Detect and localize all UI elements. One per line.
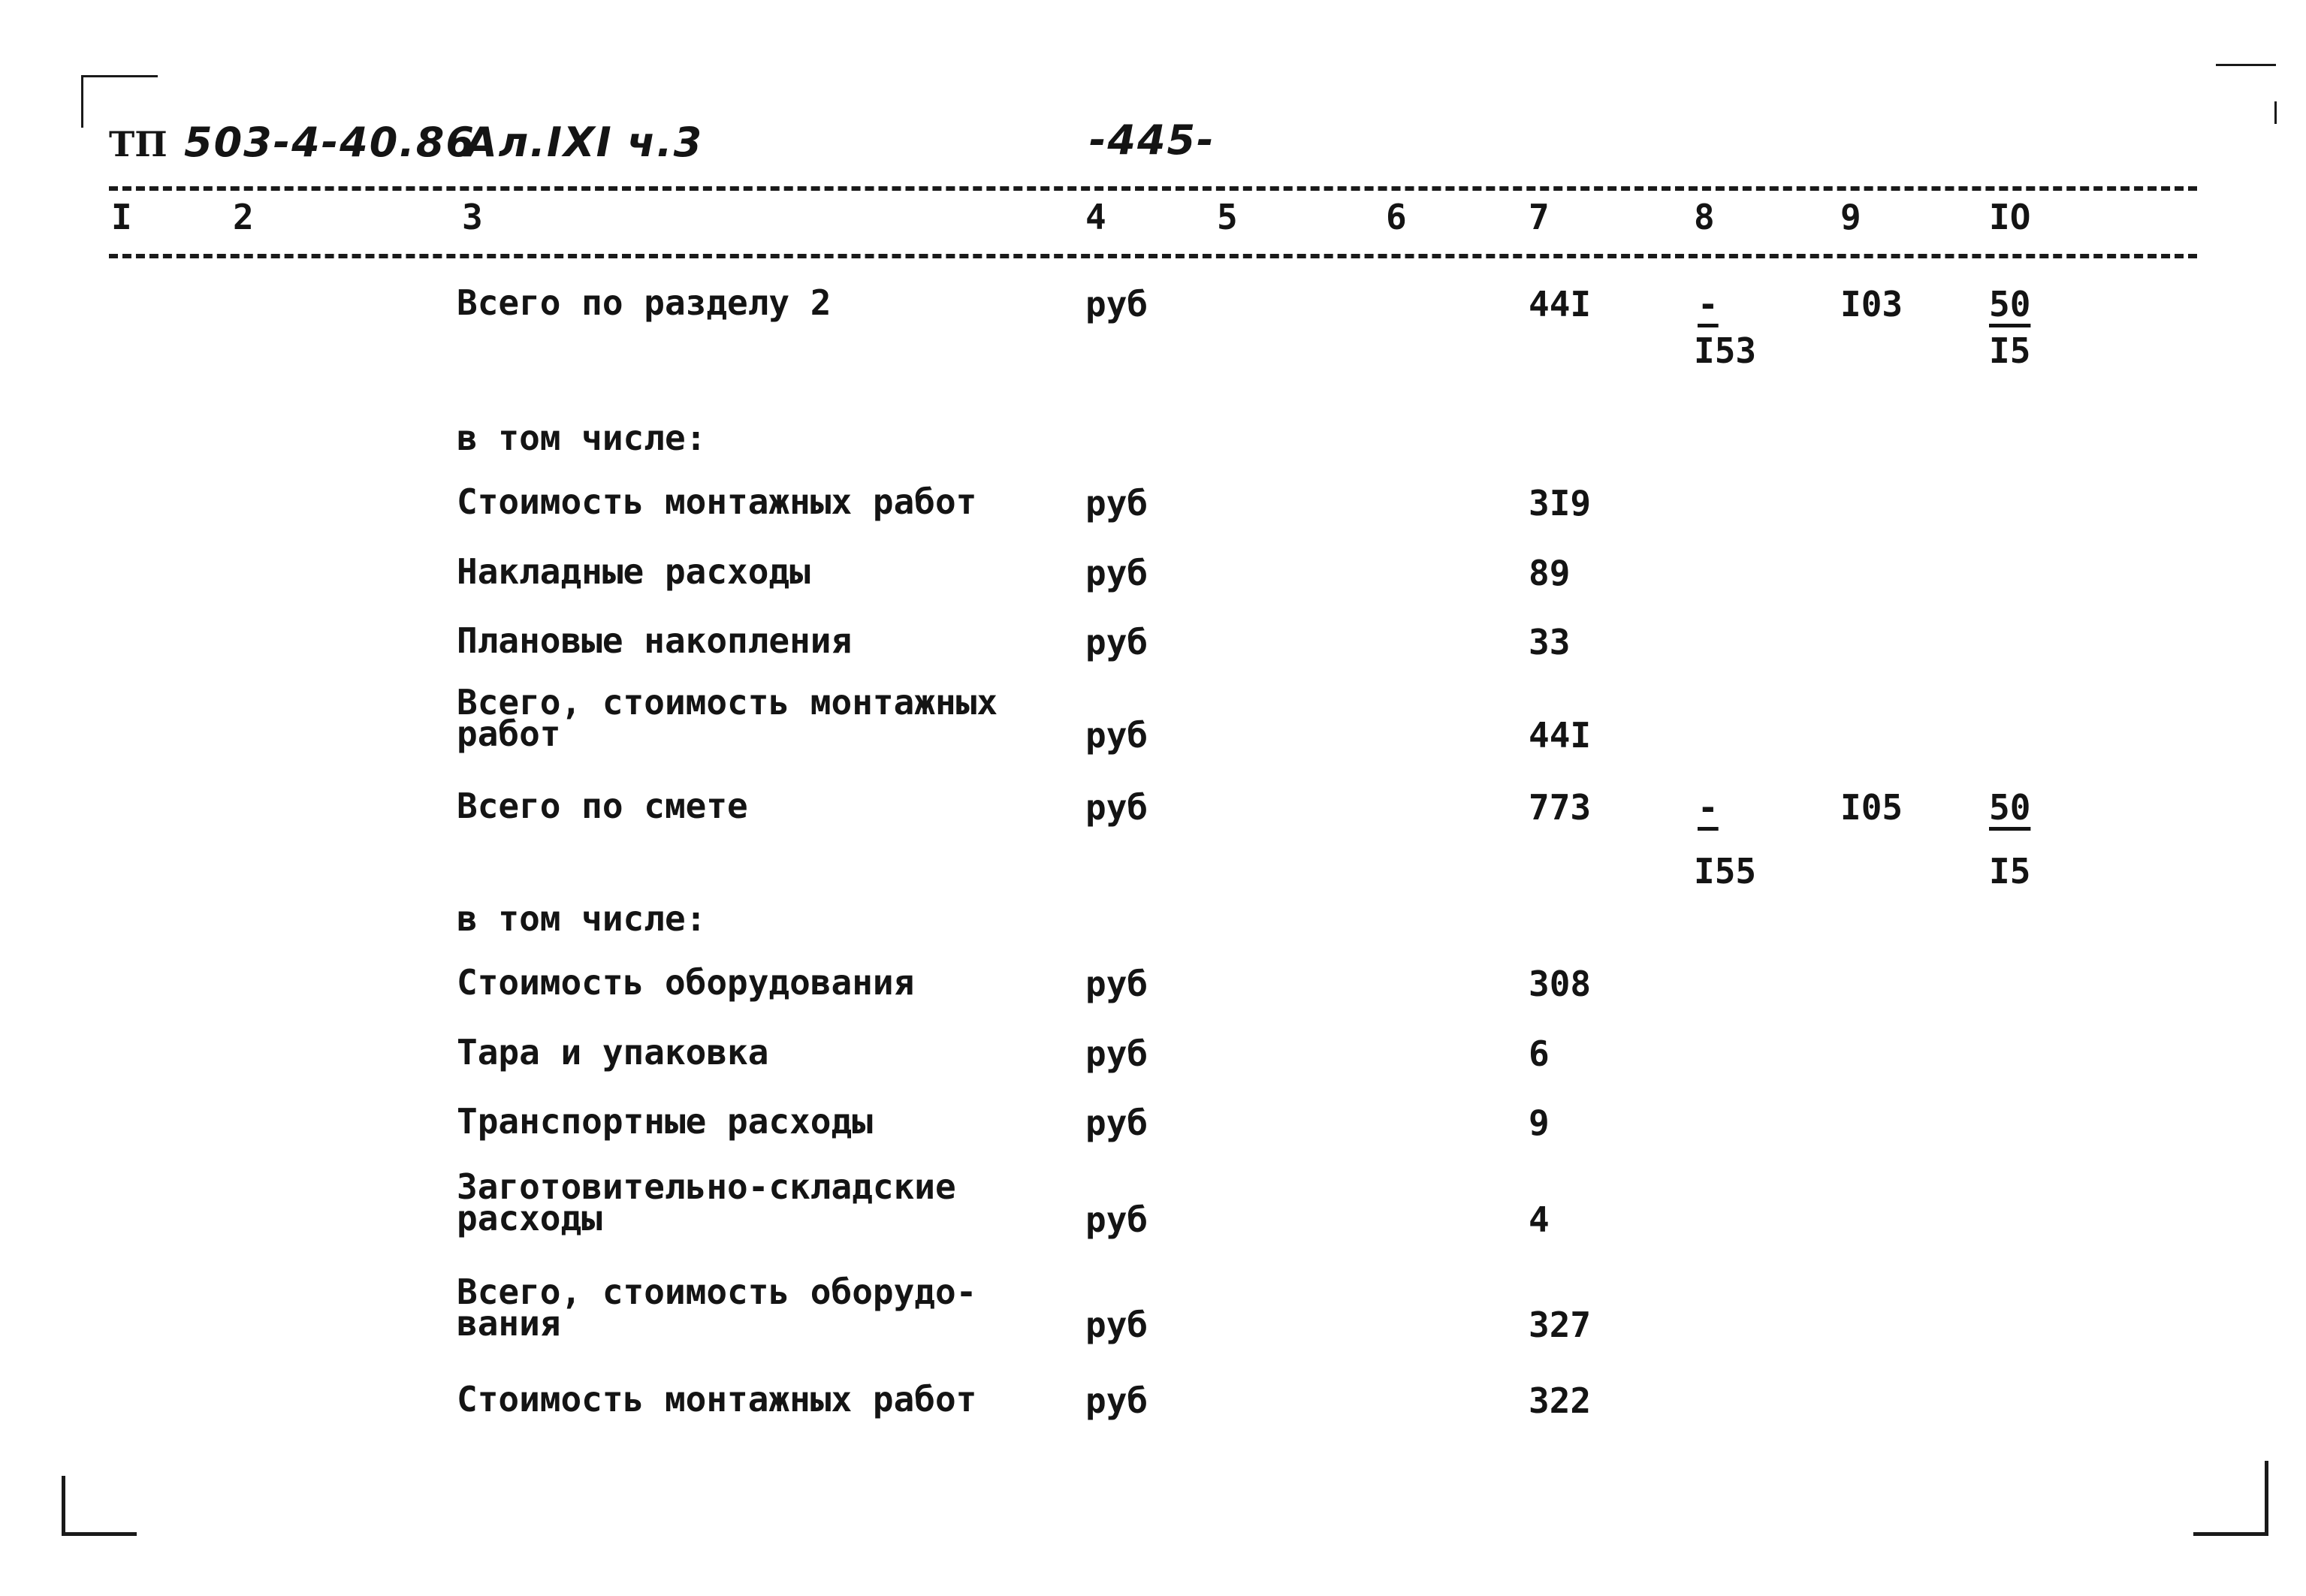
row-col9-value: I03 <box>1840 284 1903 324</box>
column-number-3: 3 <box>462 197 483 237</box>
row-unit: руб <box>1085 787 1148 828</box>
column-number-9: 9 <box>1840 197 1861 237</box>
column-number-4: 4 <box>1085 197 1106 237</box>
row-unit: руб <box>1085 715 1148 756</box>
row-col10-top: 50 <box>1989 787 2031 828</box>
row-unit: руб <box>1085 1380 1148 1421</box>
row-label: Плановые накопления <box>457 620 853 661</box>
row-unit: руб <box>1085 483 1148 523</box>
row-unit: руб <box>1085 964 1148 1004</box>
row-col7-value: 44I <box>1529 284 1592 324</box>
bottom-dashed-rule <box>109 254 2197 258</box>
row-col7-value: 9 <box>1529 1103 1550 1143</box>
row-label-line1: Заготовительно-складские <box>457 1166 956 1207</box>
column-number-5: 5 <box>1217 197 1238 237</box>
corner-mark-bottom-right <box>2193 1461 2268 1536</box>
column-number-10: IO <box>1989 197 2031 237</box>
corner-mark-top-left <box>83 75 158 77</box>
row-unit: руб <box>1085 553 1148 593</box>
row-col7-value: 322 <box>1529 1380 1592 1421</box>
row-unit: руб <box>1085 284 1148 324</box>
row-label: Всего по смете <box>457 786 748 826</box>
row-label: Стоимость монтажных работ <box>457 1379 977 1420</box>
header-prefix: ТП <box>109 124 168 164</box>
top-dashed-rule <box>109 186 2197 191</box>
row-col8-top: - <box>1698 787 1719 828</box>
row-col7-value: 6 <box>1529 1033 1550 1074</box>
column-number-6: 6 <box>1386 197 1407 237</box>
row-unit: руб <box>1085 1305 1148 1345</box>
page-number: -445- <box>1089 116 1215 164</box>
corner-mark-top-left-stem <box>81 75 83 128</box>
row-col7-value: 3I9 <box>1529 483 1592 523</box>
column-number-2: 2 <box>233 197 254 237</box>
row-label-line1: Всего, стоимость оборудо- <box>457 1272 977 1312</box>
column-number-8: 8 <box>1694 197 1715 237</box>
row-col7-value: 327 <box>1529 1305 1592 1345</box>
row-col10-top: 50 <box>1989 284 2031 324</box>
row-label: Стоимость оборудования <box>457 962 915 1003</box>
row-col7-value: 773 <box>1529 787 1592 828</box>
row-col7-value: 33 <box>1529 622 1571 662</box>
row-unit: руб <box>1085 1199 1148 1240</box>
corner-mark-bottom-left <box>62 1476 137 1536</box>
row-col7-value: 44I <box>1529 715 1592 756</box>
corner-mark-top-right <box>2216 64 2276 66</box>
row-unit: руб <box>1085 1103 1148 1143</box>
row-label: Транспортные расходы <box>457 1101 873 1142</box>
row-label: Накладные расходы <box>457 551 810 592</box>
row-label: Всего по разделу 2 <box>457 282 832 323</box>
row-label: Тара и упаковка <box>457 1032 769 1073</box>
row-col7-value: 4 <box>1529 1199 1550 1240</box>
row-col7-value: 308 <box>1529 964 1592 1004</box>
corner-mark-top-right-stem <box>2274 101 2277 124</box>
row-unit: руб <box>1085 622 1148 662</box>
header-document-code: 503-4-40.86 <box>184 119 475 166</box>
row-col8-bottom: I55 <box>1694 851 1757 892</box>
row-col8-bottom: I53 <box>1694 330 1757 371</box>
row-col9-value: I05 <box>1840 787 1903 828</box>
row-label: в том числе: <box>457 418 707 458</box>
row-unit: руб <box>1085 1033 1148 1074</box>
row-label-line2: вания <box>457 1303 561 1344</box>
header-album: Ал.IXI <box>466 119 613 166</box>
header-part: ч.3 <box>627 119 704 166</box>
row-label: Стоимость монтажных работ <box>457 481 977 522</box>
row-label: в том числе: <box>457 898 707 939</box>
column-number-7: 7 <box>1529 197 1550 237</box>
row-col7-value: 89 <box>1529 553 1571 593</box>
row-col10-bottom: I5 <box>1989 330 2031 371</box>
row-col8-top: - <box>1698 284 1719 324</box>
column-number-1: I <box>111 197 132 237</box>
row-label-line2: расходы <box>457 1198 602 1238</box>
row-col10-bottom: I5 <box>1989 851 2031 892</box>
row-label-line2: работ <box>457 714 561 754</box>
row-label-line1: Всего, стоимость монтажных <box>457 682 998 723</box>
